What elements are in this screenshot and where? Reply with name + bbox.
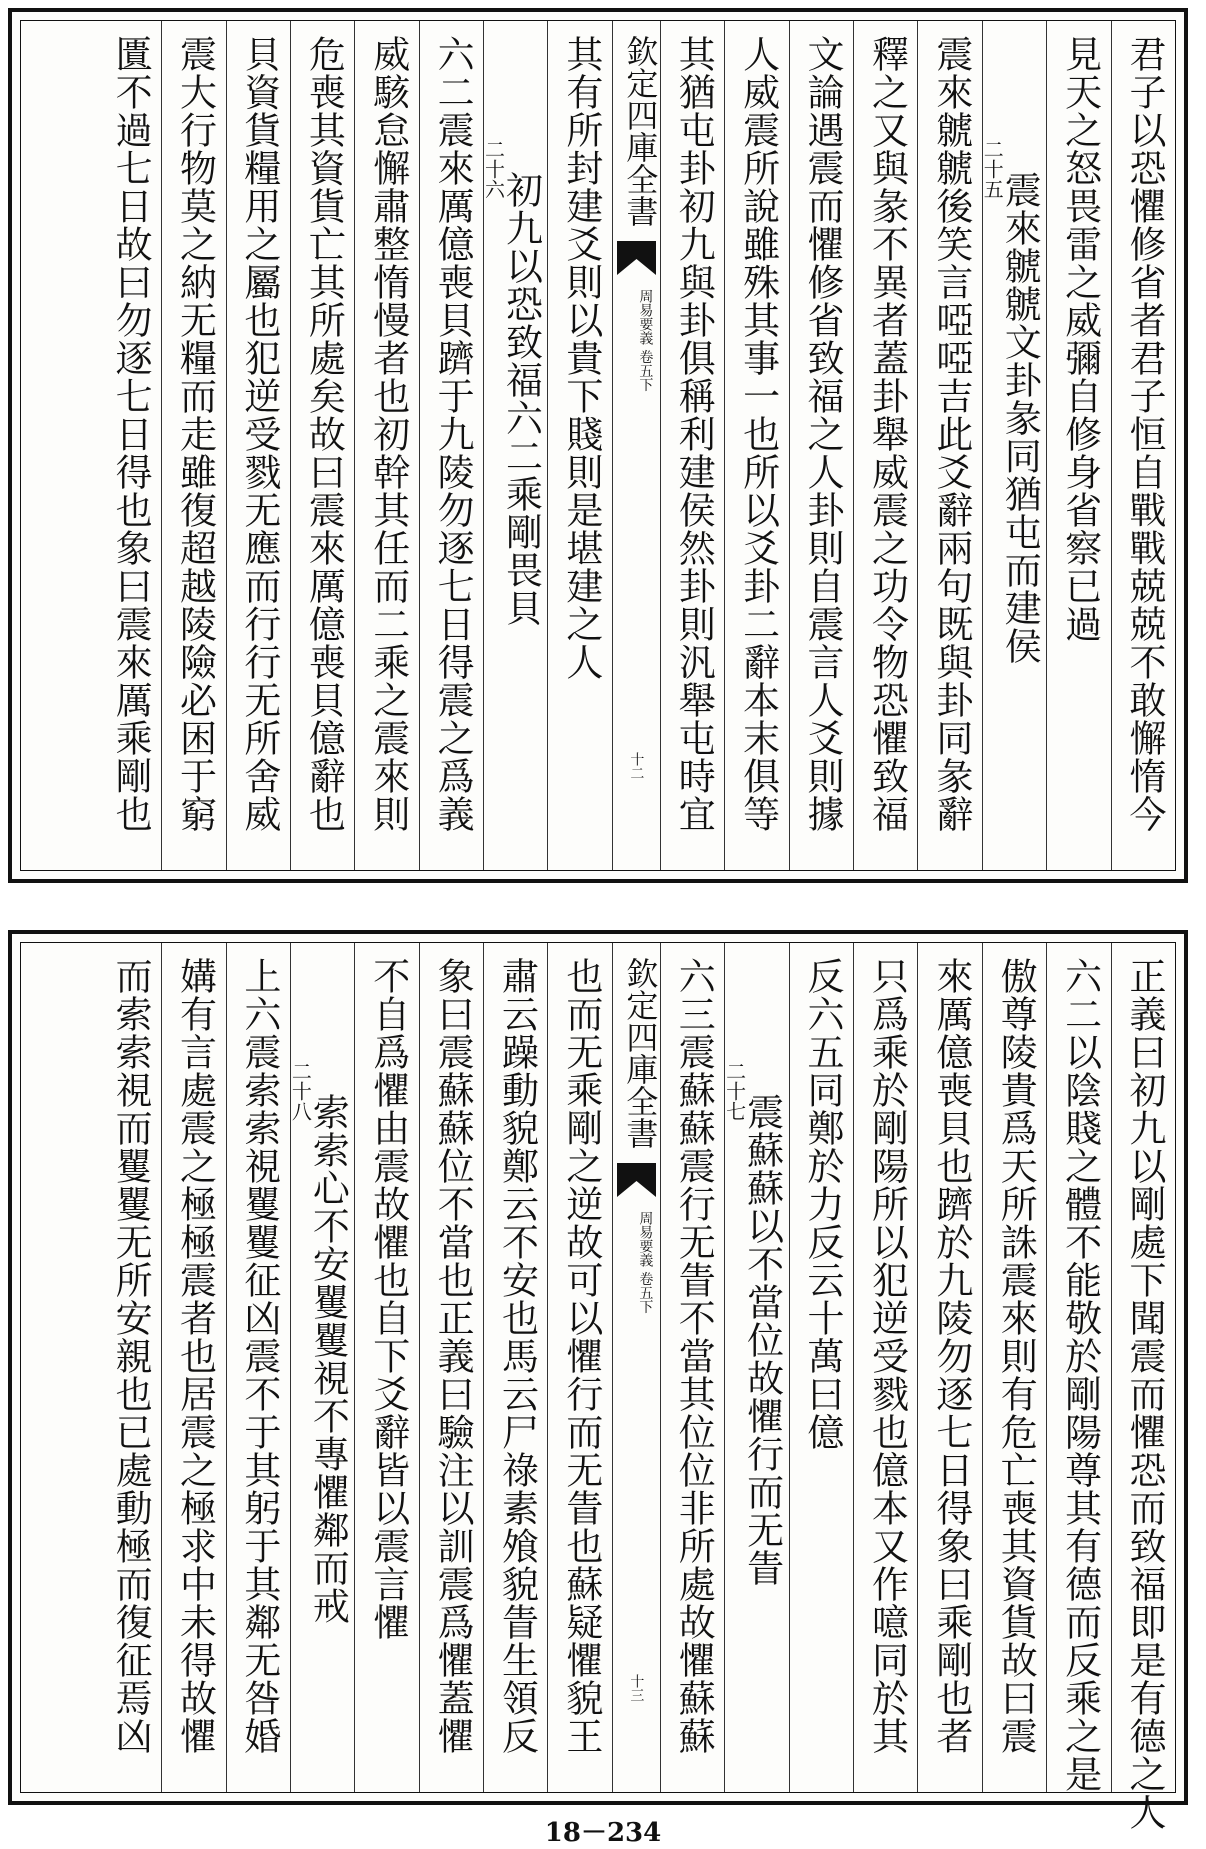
column-text: 貝資貨糧用之屬也犯逆受戮无應而行行无所舍威 (237, 35, 281, 833)
note-number: 二十五 (980, 139, 1005, 199)
column-text: 六三震蘇蘇震行无眚不當其位位非所處故懼蘇蘇 (672, 957, 716, 1755)
column-text: 反六五同鄭於力反云十萬曰億 (801, 957, 845, 1451)
note-number: 二十八 (288, 1061, 313, 1121)
column-text: 傲尊陵貴爲天所誅震來則有危亡喪其資貨故曰震 (994, 957, 1038, 1755)
top-page (8, 8, 1188, 883)
fishtail-mark (617, 1163, 656, 1197)
fishtail-mark (617, 241, 656, 275)
banner-page-number: 十二 (628, 752, 645, 780)
column-text: 媾有言處震之極極震者也居震之極求中未得故懼 (173, 957, 217, 1755)
text-column (1111, 943, 1175, 1831)
column-text: 六二以陰賤之體不能敬於剛陽尊其有德而反乘之是 (1058, 957, 1102, 1793)
column-text: 君子以恐懼修省者君子恒自戰戰兢兢不敢懈惰今 (1123, 35, 1166, 833)
column-text: 釋之又與彖不異者蓋卦舉威震之功令物恐懼致福 (865, 35, 909, 833)
banner-book-title: 周易要義 (637, 1211, 654, 1267)
text-column (853, 21, 917, 870)
note-number: 二十六 (481, 139, 506, 199)
text-column (853, 943, 917, 1792)
text-column (419, 21, 483, 870)
text-column (789, 21, 853, 870)
text-column (161, 943, 225, 1792)
text-column (1046, 21, 1110, 870)
column-text: 而索索視而矍矍无所安親也已處動極而復征焉凶 (109, 957, 153, 1755)
column-text: 也而无乘剛之逆故可以懼行而无眚也蘇疑懼貌王 (559, 957, 603, 1755)
banner-book (620, 1211, 652, 1313)
text-column (547, 943, 611, 1792)
column-text: 初九以恐致福六二乘剛畏貝 (499, 171, 543, 627)
column-text: 肅云躁動貌鄭云不安也馬云尸祿素飧貌眚生領反 (495, 957, 539, 1755)
column-text: 見天之怒畏雷之威彌自修身省察已過 (1058, 35, 1102, 643)
column-text: 上六震索索視矍矍征凶震不于其躬于其鄰无咎婚 (237, 957, 281, 1755)
note-number: 二十七 (722, 1061, 747, 1121)
text-column (97, 21, 161, 870)
text-column (483, 21, 547, 870)
text-column (161, 21, 225, 870)
page-banner (612, 21, 660, 870)
banner-juan: 卷五下 (637, 1271, 654, 1314)
banner-book-title: 周易要義 (637, 289, 654, 345)
text-column (1111, 21, 1175, 870)
text-column (1046, 943, 1110, 1792)
bottom-page (8, 930, 1188, 1831)
text-column (660, 21, 724, 870)
text-column (354, 21, 418, 870)
text-column (724, 21, 788, 870)
text-column (483, 943, 547, 1792)
text-column (982, 943, 1046, 1792)
bottom-page-text-frame (20, 942, 1176, 1831)
text-column (917, 943, 981, 1792)
column-text: 只爲乘於剛陽所以犯逆受戮也億本又作噫同於其 (865, 957, 909, 1755)
column-text: 匱不過七日故曰勿逐七日得也象曰震來厲乘剛也 (109, 35, 153, 833)
column-text: 震來虩虩文卦彖同猶屯而建侯 (998, 171, 1042, 665)
column-text: 不自爲懼由震故懼也自下爻辭皆以震言懼 (366, 957, 410, 1641)
column-text: 來厲億喪貝也躋於九陵勿逐七日得象曰乘剛也者 (929, 957, 973, 1755)
text-column (419, 943, 483, 1792)
text-column (917, 21, 981, 870)
banner-title: 欽定四庫全書 (621, 957, 660, 1149)
column-text: 威駭怠懈肅整惰慢者也初幹其任而二乘之震來則 (366, 35, 410, 833)
banner-page-number: 十三 (628, 1674, 645, 1702)
scan-page-number: 18－234 (544, 1818, 662, 1848)
banner-book (620, 289, 652, 391)
column-text: 震蘇蘇以不當位故懼行而无眚 (740, 1093, 784, 1587)
column-text: 人威震所說雖殊其事一也所以爻卦二辭本末俱等 (736, 35, 780, 833)
top-page-text-frame (20, 20, 1176, 871)
column-text: 文論遇震而懼修省致福之人卦則自震言人爻則據 (801, 35, 845, 833)
text-column (290, 943, 354, 1792)
column-text: 象曰震蘇蘇位不當也正義曰驗注以訓震爲懼蓋懼 (431, 957, 475, 1755)
column-text: 六二震來厲億喪貝躋于九陵勿逐七日得震之爲義 (431, 35, 475, 833)
text-column (724, 943, 788, 1792)
text-column (290, 21, 354, 870)
column-text: 震大行物莫之納无糧而走雖復超越陵險必困于窮 (173, 35, 217, 833)
text-column (354, 943, 418, 1792)
column-text: 索索心不安矍矍視不專懼鄰而戒 (306, 1093, 350, 1625)
text-column (982, 21, 1046, 870)
page-banner (612, 943, 660, 1792)
banner-title: 欽定四庫全書 (621, 35, 660, 227)
text-column (226, 21, 290, 870)
text-column (789, 943, 853, 1792)
banner-juan: 卷五下 (637, 349, 654, 392)
column-text: 震來虩虩後笑言啞啞吉此爻辭兩句既與卦同彖辭 (929, 35, 973, 833)
text-column (547, 21, 611, 870)
text-column (226, 943, 290, 1792)
column-text: 其猶屯卦初九與卦俱稱利建侯然卦則汎舉屯時宜 (672, 35, 716, 833)
column-text: 正義曰初九以剛處下聞震而懼恐而致福即是有德之人 (1123, 957, 1166, 1831)
column-text: 其有所封建爻則以貴下賤則是堪建之人 (559, 35, 603, 681)
text-column (97, 943, 161, 1792)
column-text: 危喪其資貨亡其所處矣故曰震來厲億喪貝億辭也 (302, 35, 346, 833)
text-column (660, 943, 724, 1792)
